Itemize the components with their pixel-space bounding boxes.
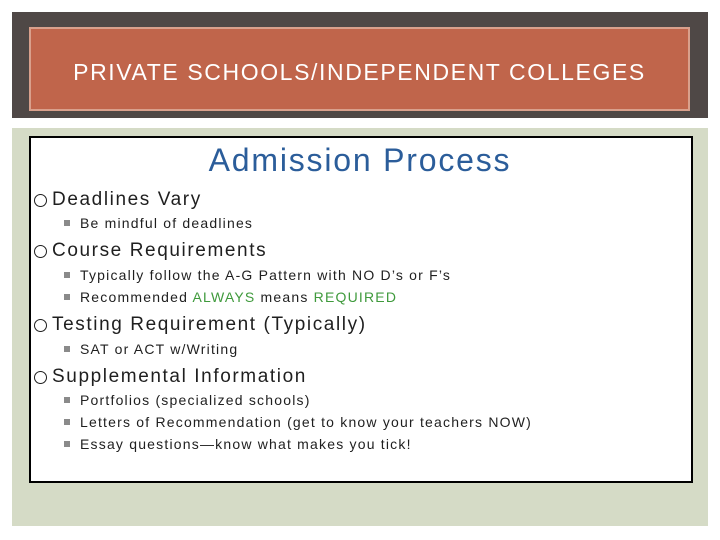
bullet-supplemental-information: [34, 366, 307, 388]
sub-item: [64, 289, 397, 305]
sub-item: [64, 436, 412, 452]
square-bullet-icon: [64, 441, 70, 447]
bullet-course-requirements: [34, 240, 267, 262]
bullet-label: Deadlines Vary: [52, 189, 202, 210]
slide-title: Admission Process: [208, 142, 512, 178]
sub-item-text: [80, 289, 397, 305]
bullet-label: Supplemental Information: [52, 366, 307, 387]
square-bullet-icon: [64, 397, 70, 403]
hollow-circle-icon: [34, 194, 47, 207]
sub-item-text: Typically follow the A-G Pattern with NO D’s or F’s: [80, 267, 452, 283]
hollow-circle-icon: [34, 245, 47, 258]
square-bullet-icon: [64, 272, 70, 278]
bullet-label: Testing Requirement (Typically): [52, 314, 367, 335]
square-bullet-icon: [64, 346, 70, 352]
title-box: [29, 27, 690, 111]
sub-item-text: SAT or ACT w/Writing: [80, 341, 239, 357]
square-bullet-icon: [64, 294, 70, 300]
text-recommended: Recommended: [80, 289, 193, 305]
sub-item-text: Portfolios (specialized schools): [80, 392, 311, 408]
sub-item: [64, 392, 311, 408]
bullet-label: Course Requirements: [52, 240, 268, 261]
emphasis-always: ALWAYS: [192, 289, 256, 305]
bullet-deadlines-vary: [34, 189, 202, 211]
emphasis-required: REQUIRED: [313, 289, 398, 305]
header-title: PRIVATE SCHOOLS/INDEPENDENT COLLEGES: [73, 59, 646, 85]
hollow-circle-icon: [34, 319, 47, 332]
sub-item-text: Essay questions—know what makes you tick!: [80, 436, 412, 452]
sub-item-text: Letters of Recommendation (get to know your teachers NOW): [80, 414, 533, 430]
sub-item: [64, 267, 451, 283]
sub-item: [64, 341, 238, 357]
sub-item: [64, 414, 532, 430]
square-bullet-icon: [64, 419, 70, 425]
text-means: means: [255, 289, 314, 305]
square-bullet-icon: [64, 220, 70, 226]
hollow-circle-icon: [34, 371, 47, 384]
sub-item-text: Be mindful of deadlines: [80, 215, 254, 231]
bullet-testing-requirement: [34, 314, 367, 336]
sub-item: [64, 215, 253, 231]
